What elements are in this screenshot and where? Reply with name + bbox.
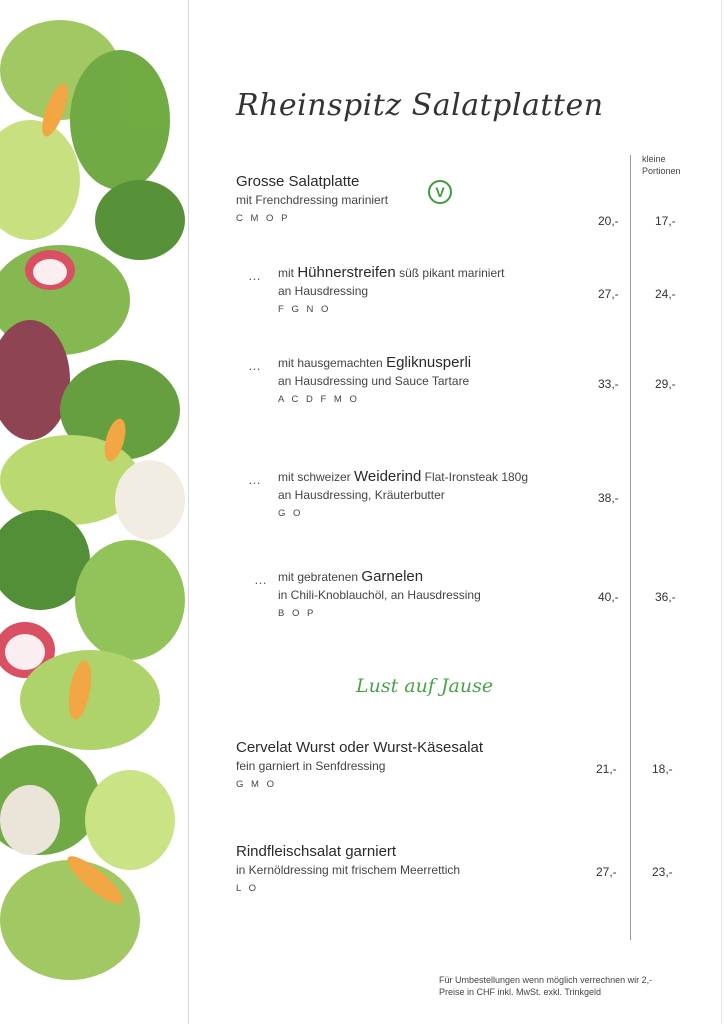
item-name: Rindfleischsalat garniert <box>236 843 397 860</box>
item-description: in Kernöldressing mit frischem Meerrettich <box>236 863 461 877</box>
item-price: 20,- <box>598 214 619 228</box>
ellipsis-marker: … <box>248 472 262 487</box>
item-small-price: 36,- <box>655 590 676 604</box>
item-small-price: 18,- <box>652 762 673 776</box>
item-allergens: F G N O <box>278 304 331 315</box>
item-allergens: C M O P <box>236 213 290 224</box>
item-allergens: B O P <box>278 608 316 619</box>
right-rule <box>721 0 722 1024</box>
item-price: 33,- <box>598 377 619 391</box>
item-name: Grosse Salatplatte <box>236 173 360 190</box>
ellipsis-marker: … <box>248 268 262 283</box>
item-description: fein garniert in Senfdressing <box>236 759 386 773</box>
item-allergens: G O <box>278 508 303 519</box>
column-header-small-portions: kleine Portionen <box>642 154 681 176</box>
salad-decoration-image <box>0 0 190 1024</box>
item-description: in Chili-Knoblauchöl, an Hausdressing <box>278 588 481 602</box>
ellipsis-marker: … <box>254 572 268 587</box>
left-rule <box>188 0 189 1024</box>
menu-item-garnelen: mit gebratenen Garnelen in Chili-Knoblauchöl, an Hausdressing B O P <box>278 568 481 619</box>
item-price: 40,- <box>598 590 619 604</box>
vegetarian-icon: V <box>428 180 452 204</box>
price-column-divider <box>630 155 631 940</box>
item-price: 21,- <box>596 762 617 776</box>
item-allergens: G M O <box>236 779 277 790</box>
item-price: 38,- <box>598 491 619 505</box>
menu-item-grosse-salatplatte <box>236 173 388 224</box>
item-description: an Hausdressing <box>278 284 369 298</box>
menu-item-cervelat <box>236 739 483 790</box>
item-highlight: Garnelen <box>361 568 424 585</box>
item-small-price: 29,- <box>655 377 676 391</box>
menu-item-weiderind: mit schweizer Weiderind Flat-Ironsteak 180g an Hausdressing, Kräuterbutter G O <box>278 468 529 519</box>
item-price: 27,- <box>598 287 619 301</box>
footer-note: Für Umbestellungen wenn möglich verrechnen wir 2,- Preise in CHF inkl. MwSt. exkl. Trinkgeld <box>439 975 653 997</box>
menu-item-rindfleischsalat <box>236 843 460 894</box>
item-highlight: Hühnerstreifen <box>297 264 396 281</box>
menu-item-huehnerstreifen: mit Hühnerstreifen süß pikant mariniert an Hausdressing F G N O <box>278 264 505 315</box>
item-description: mit Frenchdressing mariniert <box>236 193 389 207</box>
page-title: Rheinspitz Salatplatten <box>236 88 604 123</box>
item-description: an Hausdressing und Sauce Tartare <box>278 374 470 388</box>
item-description: an Hausdressing, Kräuterbutter <box>278 488 445 502</box>
item-small-price: 24,- <box>655 287 676 301</box>
item-allergens: A C D F M O <box>278 394 360 405</box>
item-name: Cervelat Wurst oder Wurst-Käsesalat <box>236 739 484 756</box>
item-price: 27,- <box>596 865 617 879</box>
item-highlight: Weiderind <box>354 468 422 485</box>
ellipsis-marker: … <box>248 358 262 373</box>
item-highlight: Egliknusperli <box>386 354 472 371</box>
item-small-price: 17,- <box>655 214 676 228</box>
item-allergens: L O <box>236 883 259 894</box>
item-small-price: 23,- <box>652 865 673 879</box>
menu-item-egliknusperli: mit hausgemachten Egliknusperli an Hausdressing und Sauce Tartare A C D F M O <box>278 354 472 405</box>
section-title-jause: Lust auf Jause <box>356 675 494 697</box>
